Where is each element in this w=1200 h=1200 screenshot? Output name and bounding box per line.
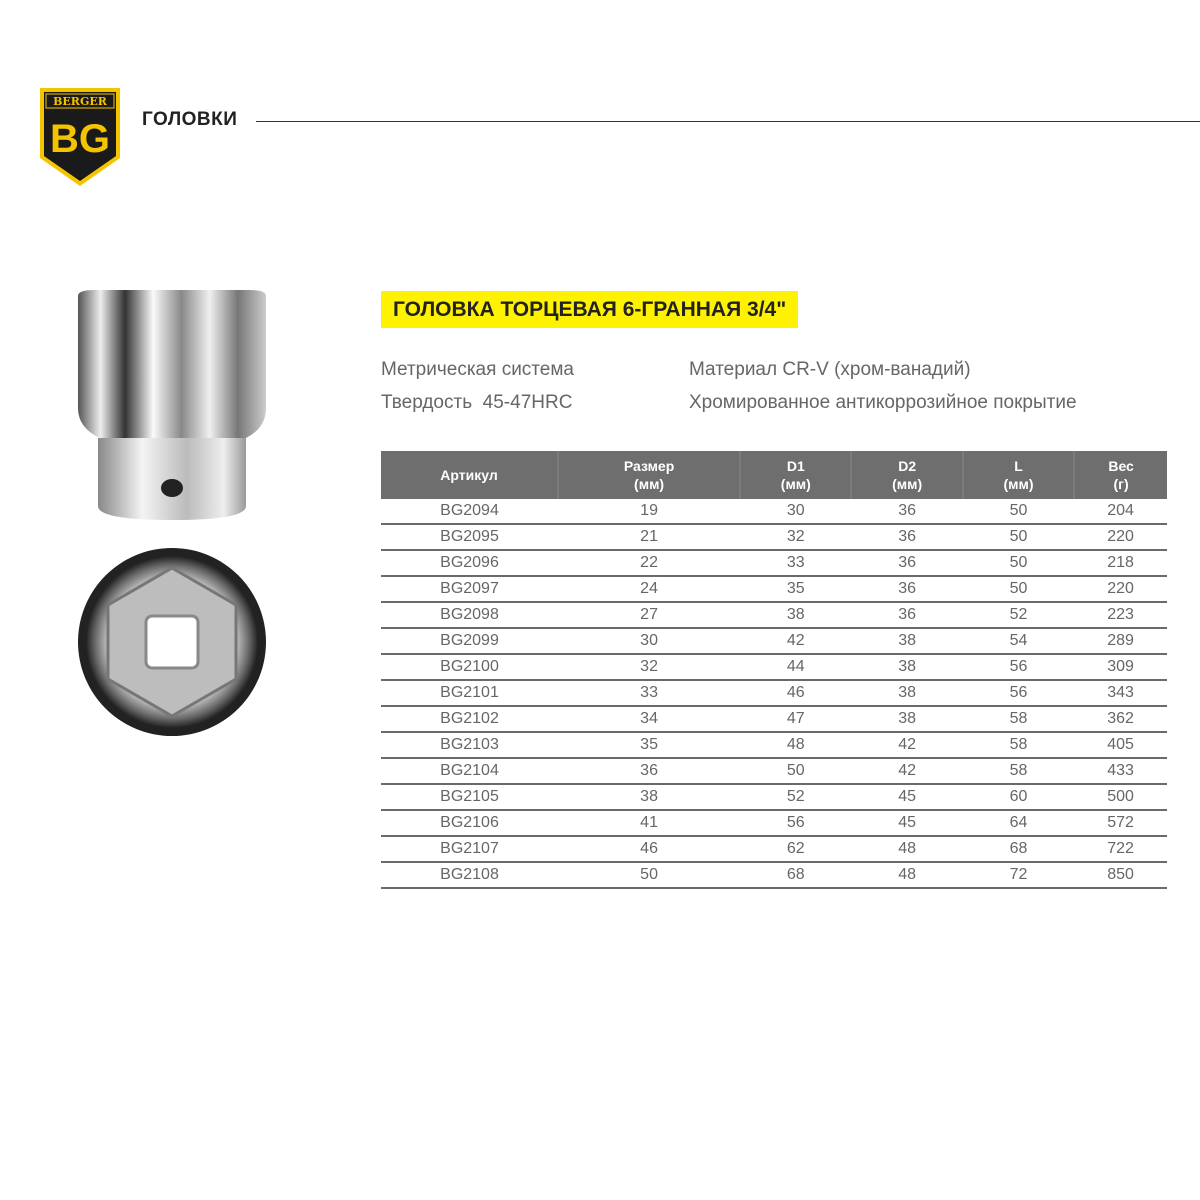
table-body xyxy=(381,499,1167,888)
table-cell: BG2100 xyxy=(381,654,558,680)
table-cell: 45 xyxy=(851,810,962,836)
table-row xyxy=(381,810,1167,836)
table-cell: 50 xyxy=(963,524,1074,550)
table-cell: 220 xyxy=(1074,524,1167,550)
header-unit: (г) xyxy=(1113,476,1129,492)
table-cell: 64 xyxy=(963,810,1074,836)
table-cell: 38 xyxy=(851,628,962,654)
table-cell: 62 xyxy=(740,836,851,862)
header-label: Артикул xyxy=(440,467,498,483)
table-cell: BG2101 xyxy=(381,680,558,706)
table-cell: 46 xyxy=(740,680,851,706)
table-cell: 56 xyxy=(963,680,1074,706)
product-title: ГОЛОВКА ТОРЦЕВАЯ 6-ГРАННАЯ 3/4" xyxy=(381,291,798,328)
column-header xyxy=(1074,451,1167,499)
table-cell: 54 xyxy=(963,628,1074,654)
table-cell: 35 xyxy=(740,576,851,602)
table-cell: 24 xyxy=(558,576,740,602)
header-label: Вес xyxy=(1108,458,1134,474)
table-cell: BG2105 xyxy=(381,784,558,810)
table-cell: 33 xyxy=(558,680,740,706)
header-label: Размер xyxy=(623,458,675,474)
table-cell: BG2107 xyxy=(381,836,558,862)
header-unit: (мм) xyxy=(780,476,811,492)
table-cell: 68 xyxy=(740,862,851,888)
table-cell: 38 xyxy=(851,706,962,732)
table-row xyxy=(381,628,1167,654)
table-cell: 289 xyxy=(1074,628,1167,654)
table-row xyxy=(381,862,1167,888)
table-row xyxy=(381,680,1167,706)
table-cell: 45 xyxy=(851,784,962,810)
table-cell: BG2095 xyxy=(381,524,558,550)
table-cell: 500 xyxy=(1074,784,1167,810)
table-cell: 48 xyxy=(851,836,962,862)
table-cell: 52 xyxy=(963,602,1074,628)
header-label: L xyxy=(1014,458,1023,474)
table-cell: 56 xyxy=(963,654,1074,680)
header-label: D2 xyxy=(898,458,917,474)
table-cell: BG2094 xyxy=(381,499,558,524)
table-cell: BG2106 xyxy=(381,810,558,836)
table-cell: 50 xyxy=(740,758,851,784)
table-row xyxy=(381,524,1167,550)
table-cell: 56 xyxy=(740,810,851,836)
table-row xyxy=(381,602,1167,628)
table-row xyxy=(381,706,1167,732)
table-cell: 343 xyxy=(1074,680,1167,706)
table-cell: BG2108 xyxy=(381,862,558,888)
table-cell: 36 xyxy=(851,550,962,576)
table-cell: 204 xyxy=(1074,499,1167,524)
table-cell: 30 xyxy=(740,499,851,524)
table-cell: 722 xyxy=(1074,836,1167,862)
socket-side-image xyxy=(74,288,270,524)
table-cell: 42 xyxy=(851,732,962,758)
table-cell: 22 xyxy=(558,550,740,576)
table-cell: 223 xyxy=(1074,602,1167,628)
table-cell: 38 xyxy=(851,654,962,680)
table-cell: BG2102 xyxy=(381,706,558,732)
table-row xyxy=(381,784,1167,810)
header-unit: (мм) xyxy=(892,476,923,492)
column-header xyxy=(851,451,962,499)
table-cell: 34 xyxy=(558,706,740,732)
table-cell: 220 xyxy=(1074,576,1167,602)
table-cell: 41 xyxy=(558,810,740,836)
table-row xyxy=(381,732,1167,758)
table-cell: 405 xyxy=(1074,732,1167,758)
column-header xyxy=(963,451,1074,499)
table-cell: BG2098 xyxy=(381,602,558,628)
table-cell: 218 xyxy=(1074,550,1167,576)
berger-logo xyxy=(38,86,122,188)
table-cell: 36 xyxy=(558,758,740,784)
table-cell: 32 xyxy=(740,524,851,550)
table-cell: BG2096 xyxy=(381,550,558,576)
table-row xyxy=(381,499,1167,524)
header-unit: (мм) xyxy=(634,476,665,492)
table-row xyxy=(381,836,1167,862)
table-cell: 38 xyxy=(740,602,851,628)
table-header-row xyxy=(381,451,1167,499)
table-cell: 52 xyxy=(740,784,851,810)
table-cell: 72 xyxy=(963,862,1074,888)
spec-system: Метрическая система xyxy=(381,359,574,380)
table-cell: 850 xyxy=(1074,862,1167,888)
table-cell: 50 xyxy=(963,499,1074,524)
table-row xyxy=(381,758,1167,784)
table-cell: 58 xyxy=(963,706,1074,732)
table-cell: 27 xyxy=(558,602,740,628)
table-cell: 68 xyxy=(963,836,1074,862)
table-cell: 48 xyxy=(851,862,962,888)
divider xyxy=(256,121,1200,122)
svg-text:BG: BG xyxy=(50,117,110,161)
svg-text:BERGER: BERGER xyxy=(53,95,107,108)
header-label: D1 xyxy=(786,458,805,474)
table-cell: BG2099 xyxy=(381,628,558,654)
table-cell: BG2097 xyxy=(381,576,558,602)
column-header xyxy=(740,451,851,499)
table-cell: 42 xyxy=(740,628,851,654)
table-cell: 21 xyxy=(558,524,740,550)
table-cell: 433 xyxy=(1074,758,1167,784)
spec-material: Материал CR-V (хром-ванадий) xyxy=(689,359,971,380)
table-cell: 44 xyxy=(740,654,851,680)
table-cell: 19 xyxy=(558,499,740,524)
column-header xyxy=(381,451,558,499)
table-cell: 38 xyxy=(558,784,740,810)
spec-coating: Хромированное антикоррозийное покрытие xyxy=(689,392,1077,413)
table-cell: 50 xyxy=(558,862,740,888)
table-row xyxy=(381,550,1167,576)
column-header xyxy=(558,451,740,499)
table-cell: 50 xyxy=(963,576,1074,602)
table-cell: BG2103 xyxy=(381,732,558,758)
table-cell: 572 xyxy=(1074,810,1167,836)
spec-hardness: Твердость 45-47HRC xyxy=(381,392,573,413)
table-cell: 46 xyxy=(558,836,740,862)
table-cell: 47 xyxy=(740,706,851,732)
table-cell: 36 xyxy=(851,499,962,524)
table-cell: 35 xyxy=(558,732,740,758)
table-cell: 36 xyxy=(851,524,962,550)
table-cell: 50 xyxy=(963,550,1074,576)
table-cell: 309 xyxy=(1074,654,1167,680)
table-cell: 58 xyxy=(963,732,1074,758)
table-cell: 33 xyxy=(740,550,851,576)
table-cell: 36 xyxy=(851,602,962,628)
header-unit: (мм) xyxy=(1003,476,1034,492)
specs-table xyxy=(381,451,1167,889)
table-cell: 58 xyxy=(963,758,1074,784)
socket-top-image xyxy=(76,546,268,738)
table-row xyxy=(381,576,1167,602)
table-cell: 48 xyxy=(740,732,851,758)
table-cell: 60 xyxy=(963,784,1074,810)
table-cell: 36 xyxy=(851,576,962,602)
table-cell: BG2104 xyxy=(381,758,558,784)
table-cell: 38 xyxy=(851,680,962,706)
table-row xyxy=(381,654,1167,680)
section-title: ГОЛОВКИ xyxy=(142,109,238,130)
table-cell: 42 xyxy=(851,758,962,784)
table-cell: 32 xyxy=(558,654,740,680)
table-cell: 30 xyxy=(558,628,740,654)
table-cell: 362 xyxy=(1074,706,1167,732)
